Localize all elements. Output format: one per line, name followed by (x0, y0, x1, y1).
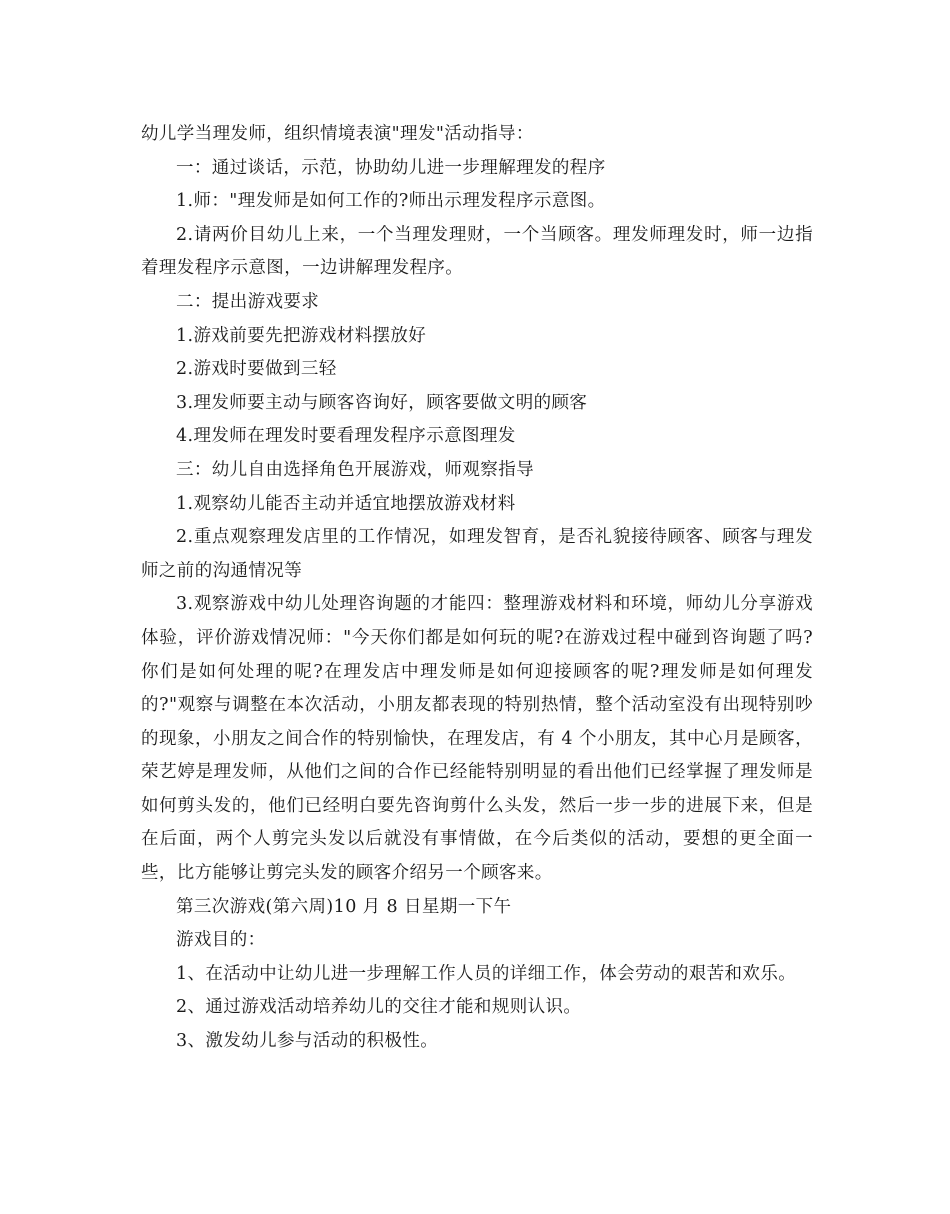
paragraph-item: 4.理发师在理发时要看理发程序示意图理发 (176, 426, 516, 447)
document-body (141, 118, 813, 1059)
paragraph-section-two: 二：提出游戏要求 (176, 291, 320, 312)
paragraph-game-heading: 第三次游戏(第六周)10 月 8 日星期一下午 (176, 896, 512, 917)
paragraph-item: 1.观察幼儿能否主动并适宜地摆放游戏材料 (176, 493, 516, 514)
paragraph-item: 2.重点观察理发店里的工作情况，如理发智育，是否礼貌接待顾客、顾客与理发师之前的沟通情况等 (141, 527, 813, 581)
paragraph-item: 2.游戏时要做到三轻 (176, 359, 337, 380)
paragraph-title: 幼儿学当理发师，组织情境表演"理发"活动指导： (141, 124, 534, 144)
paragraph-section-three: 三：幼儿自由选择角色开展游戏，师观察指导 (176, 459, 534, 480)
paragraph-item: 1.师："理发师是如何工作的?师出示理发程序示意图。 (176, 191, 606, 212)
paragraph-goal-heading: 游戏目的： (176, 930, 266, 951)
paragraph-item: 3.理发师要主动与顾客咨询好，顾客要做文明的顾客 (176, 392, 588, 413)
paragraph-goal-item: 3、激发幼儿参与活动的积极性。 (176, 1031, 439, 1052)
paragraph-goal-item: 2、通过游戏活动培养幼儿的交往才能和规则认识。 (176, 997, 582, 1018)
paragraph-item: 3.观察游戏中幼儿处理咨询题的才能四：整理游戏材料和环境，师幼儿分享游戏体验，评价游戏情况师："今天你们都是如何玩的呢?在游戏过程中碰到咨询题了吗?你们是如何处理的呢?在理发店中理发师是如何迎接顾客的呢?理发师是如何理发的?"观察与调整在本次活动，小朋友都表现的特别热情，整个活动室没有出现特别吵的现象，小朋友之间合作的特别愉快，在理发店，有 4 个小朋友，其中心月是顾客，荣艺婷是理发师，从他们之间的合作已经能特别明显的看出他们已经掌握了理发师是如何剪头发的，他们已经明白要先咨询剪什么头发，然后一步一步的进展下来，但是在后面，两个人剪完头发以后就没有事情做，在今后类似的活动，要想的更全面一些，比方能够让剪完头发的顾客介绍另一个顾客来。 (141, 594, 813, 884)
paragraph-item: 2.请两价目幼儿上来，一个当理发理财，一个当顾客。理发师理发时，师一边指着理发程序示意图，一边讲解理发程序。 (141, 224, 813, 279)
paragraph-item: 1.游戏前要先把游戏材料摆放好 (176, 325, 427, 346)
paragraph-goal-item: 1、在活动中让幼儿进一步理解工作人员的详细工作，体会劳动的艰苦和欢乐。 (176, 963, 797, 984)
paragraph-section-one: 一：通过谈话，示范，协助幼儿进一步理解理发的程序 (176, 157, 606, 178)
